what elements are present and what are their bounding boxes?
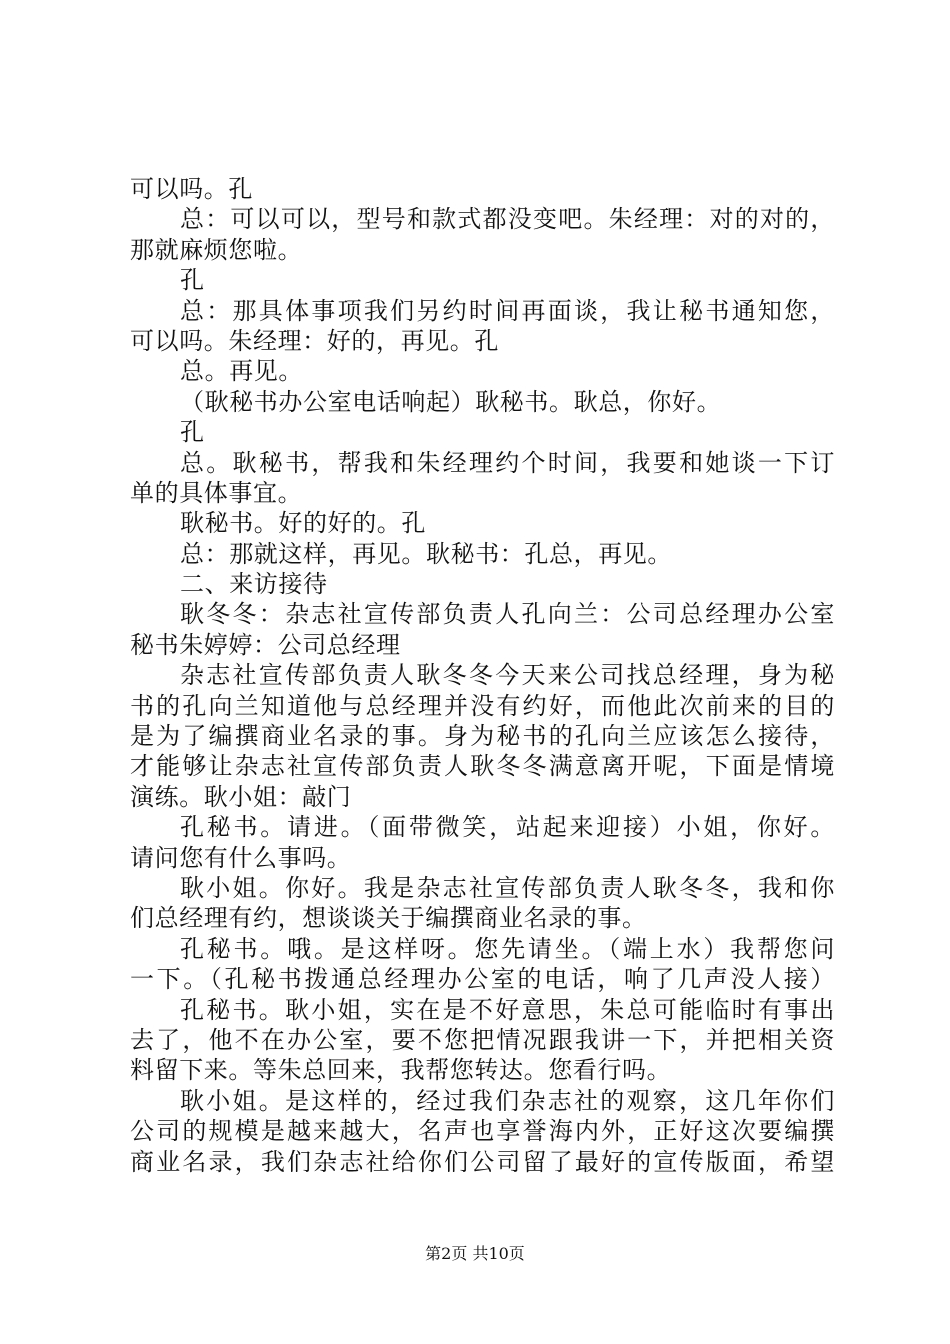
text-line: 孔秘书。请进。（面带微笑，站起来迎接）小姐，你好。 [180,813,835,842]
text-line: 总：那就这样，再见。耿秘书：孔总，再见。 [180,539,672,568]
section-heading: 二、来访接待 [180,570,328,599]
document-body [130,174,835,1177]
text-line: 总：那具体事项我们另约时间再面谈，我让秘书通知您， [180,296,835,325]
text-line: 是为了编撰商业名录的事。身为秘书的孔向兰应该怎么接待， [130,722,835,751]
text-line: 耿冬冬：杂志社宣传部负责人孔向兰：公司总经理办公室 [180,600,835,629]
text-line: 总：可以可以，型号和款式都没变吧。朱经理：对的对的， [180,205,835,234]
text-line: 耿秘书。好的好的。孔 [180,509,426,538]
text-line: 才能够让杂志社宣传部负责人耿冬冬满意离开呢，下面是情境 [130,752,835,781]
text-line: 请问您有什么事吗。 [130,843,352,872]
text-line: 一下。（孔秘书拨通总经理办公室的电话，响了几声没人接） [130,965,835,994]
text-line: 可以吗。朱经理：好的，再见。孔 [130,326,499,355]
text-line: 孔 [180,266,205,295]
text-line: 总。耿秘书，帮我和朱经理约个时间，我要和她谈一下订 [180,448,835,477]
page-number-footer: 第2页 共10页 [425,1244,525,1263]
text-line: 可以吗。孔 [130,175,253,203]
text-line: 总。再见。 [180,357,303,386]
text-line: 秘书朱婷婷：公司总经理 [130,630,401,659]
text-line: 耿小姐。是这样的，经过我们杂志社的观察，这几年你们 [180,1086,835,1115]
text-line: 公司的规模是越来越大，名声也享誉海内外，正好这次要编撰 [130,1117,835,1146]
text-line: 孔秘书。耿小姐，实在是不好意思，朱总可能临时有事出 [180,995,835,1024]
text-line: 商业名录，我们杂志社给你们公司留了最好的宣传版面，希望 [130,1147,835,1176]
text-line: （耿秘书办公室电话响起）耿秘书。耿总，你好。 [180,387,722,416]
text-line: 演练。耿小姐：敲门 [130,782,352,811]
text-line: 单的具体事宜。 [130,478,303,507]
text-line: 料留下来。等朱总回来，我帮您转达。您看行吗。 [130,1056,672,1085]
text-line: 孔秘书。哦。是这样呀。您先请坐。（端上水）我帮您问 [180,934,835,963]
text-line: 书的孔向兰知道他与总经理并没有约好，而他此次前来的目的 [130,691,835,720]
text-line: 们总经理有约，想谈谈关于编撰商业名录的事。 [130,904,647,933]
text-line: 耿小姐。你好。我是杂志社宣传部负责人耿冬冬，我和你 [180,873,835,902]
text-line: 去了，他不在办公室，要不您把情况跟我讲一下，并把相关资 [130,1025,835,1054]
text-line: 孔 [180,418,205,447]
text-line: 杂志社宣传部负责人耿冬冬今天来公司找总经理，身为秘 [180,661,835,690]
text-line: 那就麻烦您啦。 [130,235,303,264]
